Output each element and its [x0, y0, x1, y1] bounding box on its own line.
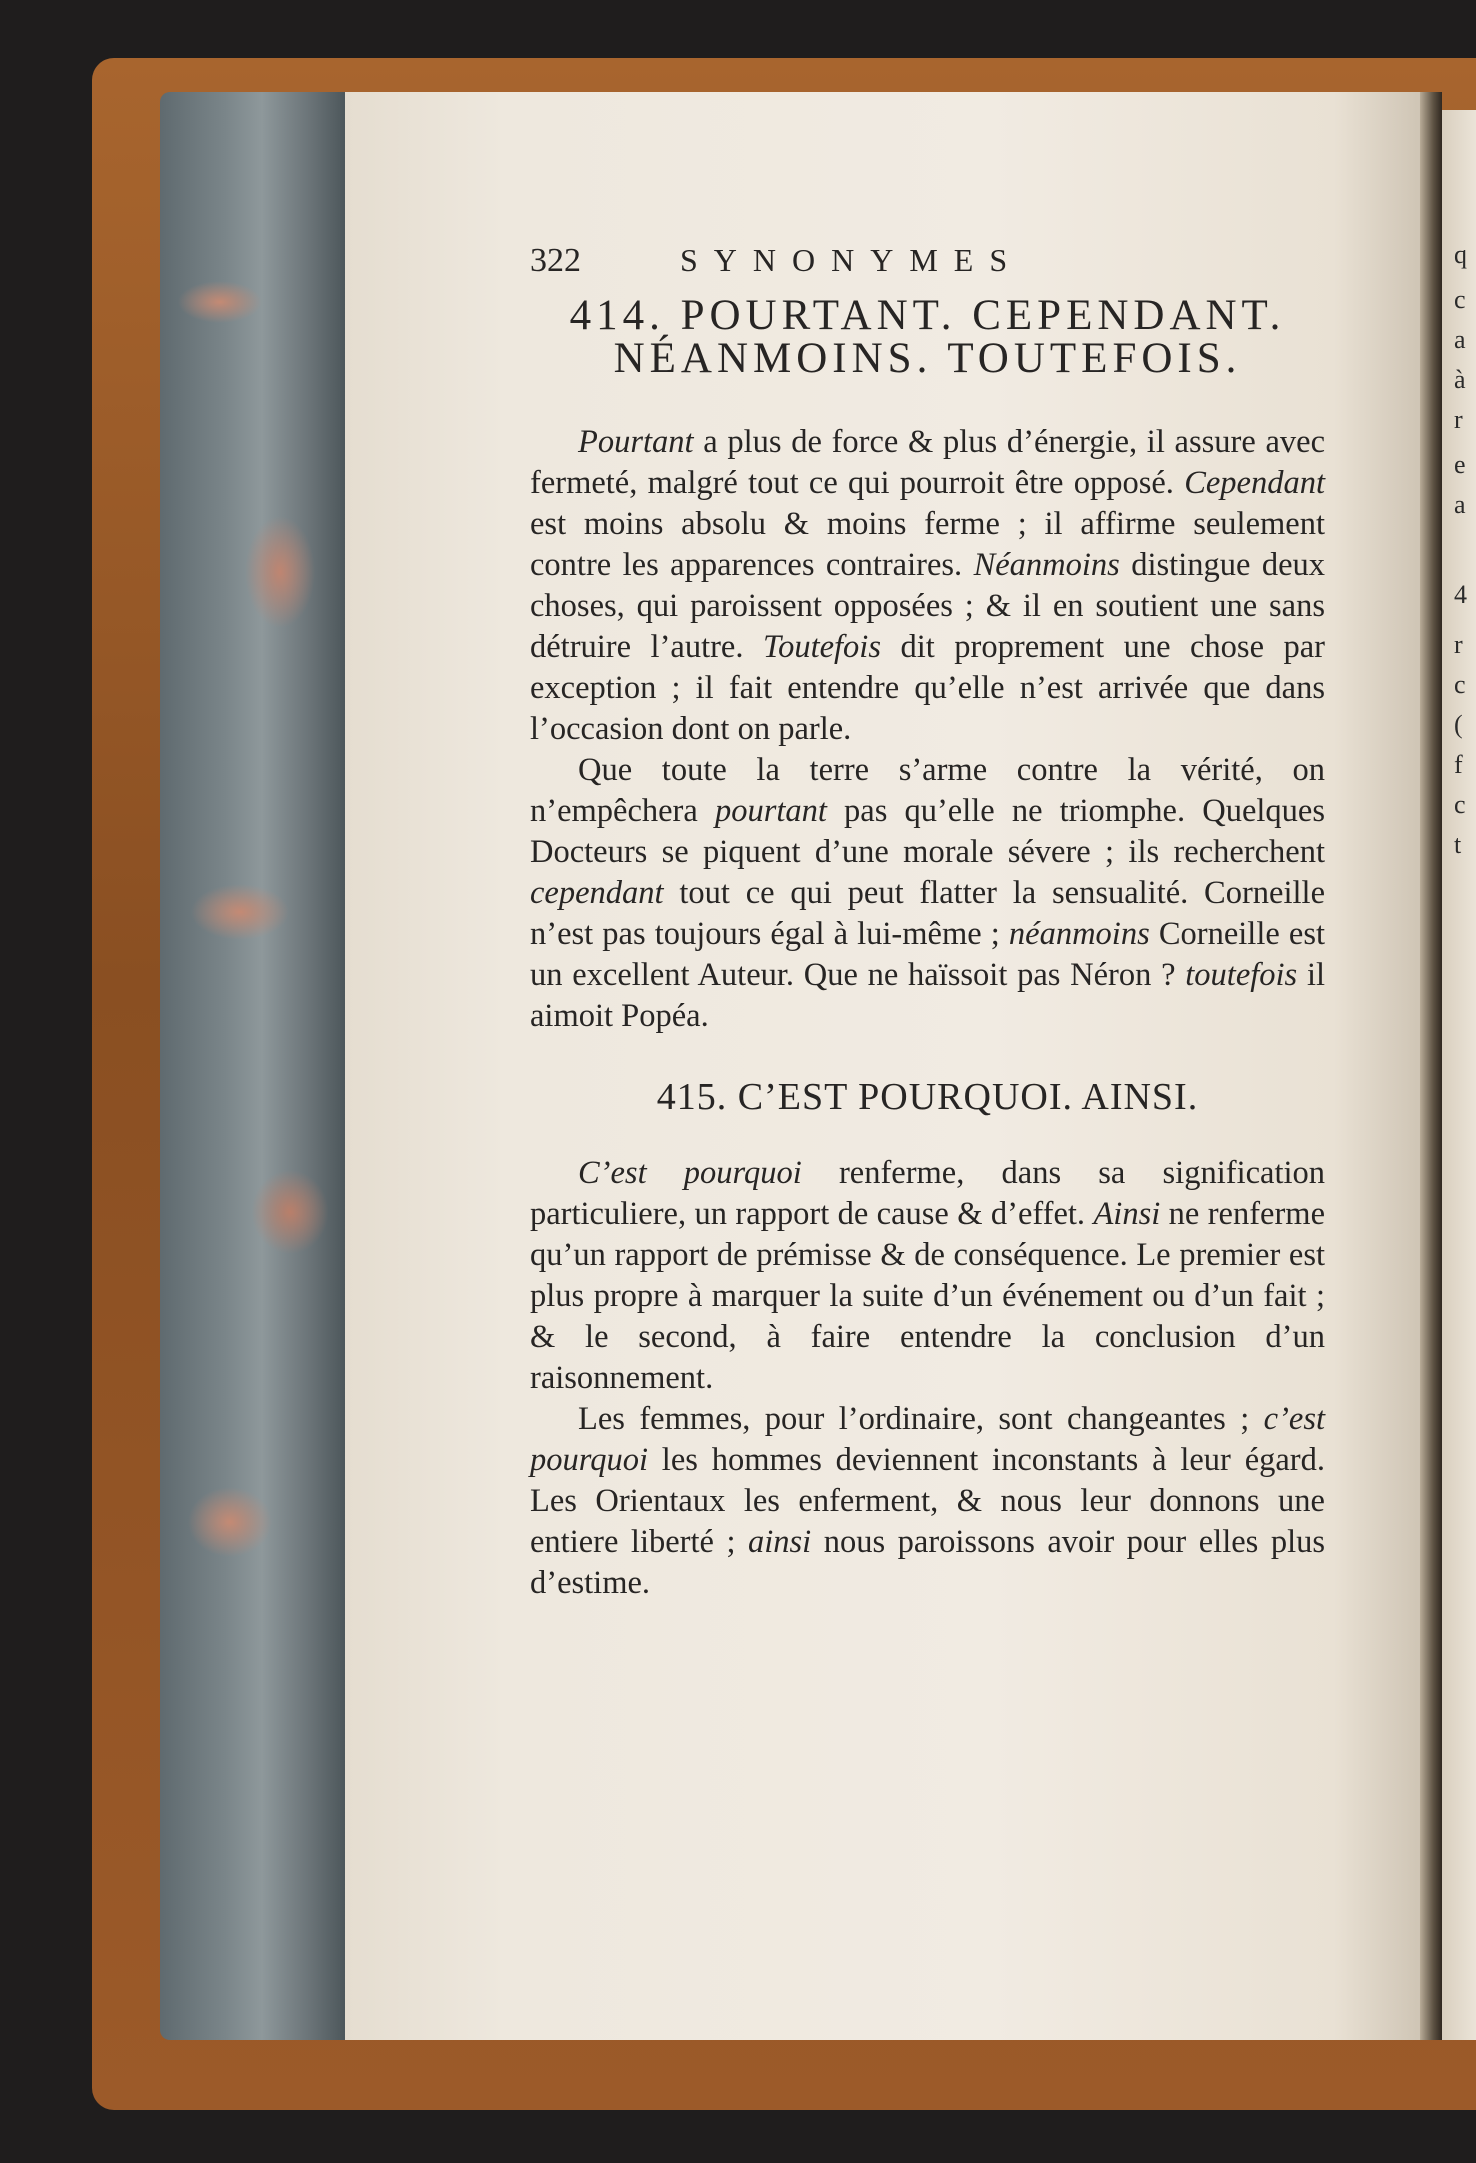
facing-page-char: r — [1454, 405, 1463, 434]
italic-term: Pourtant — [578, 424, 694, 460]
facing-page-char: q — [1454, 240, 1467, 269]
italic-term: c’est pourquoi — [530, 1401, 1325, 1478]
article-414-heading — [530, 294, 1325, 380]
text-run: Que toute la terre s’arme contre la vérité, on n’empêchera — [530, 752, 1325, 829]
italic-term: Ainsi — [1093, 1196, 1161, 1232]
text-run: les hommes deviennent inconstants à leur égard. Les Orientaux les enferment, & nous leur donnons une entiere liberté ; — [530, 1442, 1325, 1560]
facing-page-char: e — [1454, 450, 1466, 479]
running-title: SYNONYMES — [680, 242, 1024, 278]
text-run: tout ce qui peut flatter la sensualité. Corneille n’est pas toujours égal à lui-même ; — [530, 875, 1325, 952]
facing-page-char: à — [1454, 365, 1466, 394]
facing-page-char: c — [1454, 790, 1466, 819]
text-run: est moins absolu & moins ferme ; il affirme seulement contre les apparences contraires. — [530, 506, 1325, 583]
italic-term: Cependant — [1184, 465, 1325, 501]
book-gutter — [1420, 92, 1442, 2040]
text-run: renferme, dans sa signification particuliere, un rapport de cause & d’effet. — [530, 1155, 1326, 1232]
marbled-page-edge — [160, 92, 345, 2040]
italic-term: Néanmoins — [973, 547, 1120, 583]
text-run: pas qu’elle ne triomphe. Quelques Docteurs se piquent d’une morale sévere ; ils recherchent — [530, 793, 1325, 870]
page-text — [530, 242, 1325, 1604]
italic-term: Toutefois — [762, 629, 881, 665]
article-415-paragraph-1 — [530, 1153, 1325, 1399]
facing-page-char: a — [1454, 325, 1466, 354]
text-run: il aimoit Popéa. — [530, 957, 1326, 1034]
page-number: 322 — [530, 242, 581, 279]
article-414-paragraph-2 — [530, 750, 1325, 1037]
facing-page-char: t — [1454, 830, 1462, 859]
article-415-paragraph-2 — [530, 1399, 1325, 1604]
heading-line-2: NÉANMOINS. TOUTEFOIS. — [613, 335, 1242, 382]
text-run: nous paroissons avoir pour elles plus d’estime. — [530, 1524, 1326, 1601]
text-run: Corneille est un excellent Auteur. Que ne haïssoit pas Néron ? — [530, 916, 1325, 993]
italic-term: néanmoins — [1008, 916, 1150, 952]
text-run: distingue deux choses, qui paroissent opposées ; & il en soutient une sans détruire l’autre. — [530, 547, 1325, 665]
article-414-paragraph-1 — [530, 422, 1325, 750]
book-page — [345, 92, 1420, 2040]
running-head — [530, 242, 1325, 280]
facing-page-char: f — [1454, 750, 1463, 779]
text-run: Les femmes, pour l’ordinaire, sont changeantes ; — [578, 1401, 1264, 1437]
facing-page-char: r — [1454, 630, 1463, 659]
text-run: dit proprement une chose par exception ; il fait entendre qu’elle n’est arrivée que dans l’occasion dont on parle. — [530, 629, 1326, 747]
facing-page-edge — [1442, 110, 1476, 2040]
text-run: a plus de force & plus d’énergie, il assure avec fermeté, malgré tout ce qui pourroit être opposé. — [530, 424, 1325, 501]
italic-term: cependant — [530, 875, 664, 911]
text-run: ne renferme qu’un rapport de prémisse & de conséquence. Le premier est plus propre à marquer la suite d’un événement ou d’un fait ; & le second, à faire entendre la conclusion d’un raisonnement. — [530, 1196, 1325, 1396]
heading-line-1: 414. POURTANT. CEPENDANT. — [569, 292, 1286, 339]
facing-page-char: ( — [1454, 710, 1463, 739]
italic-term: C’est pourquoi — [578, 1155, 802, 1191]
facing-page-char: c — [1454, 670, 1466, 699]
article-415-heading: 415. C’EST POURQUOI. AINSI. — [656, 1076, 1199, 1118]
facing-page-char: 4 — [1454, 580, 1467, 609]
facing-page-char: a — [1454, 490, 1466, 519]
italic-term: pourtant — [714, 793, 827, 829]
italic-term: toutefois — [1185, 957, 1298, 993]
italic-term: ainsi — [748, 1524, 812, 1560]
facing-page-char: c — [1454, 285, 1466, 314]
